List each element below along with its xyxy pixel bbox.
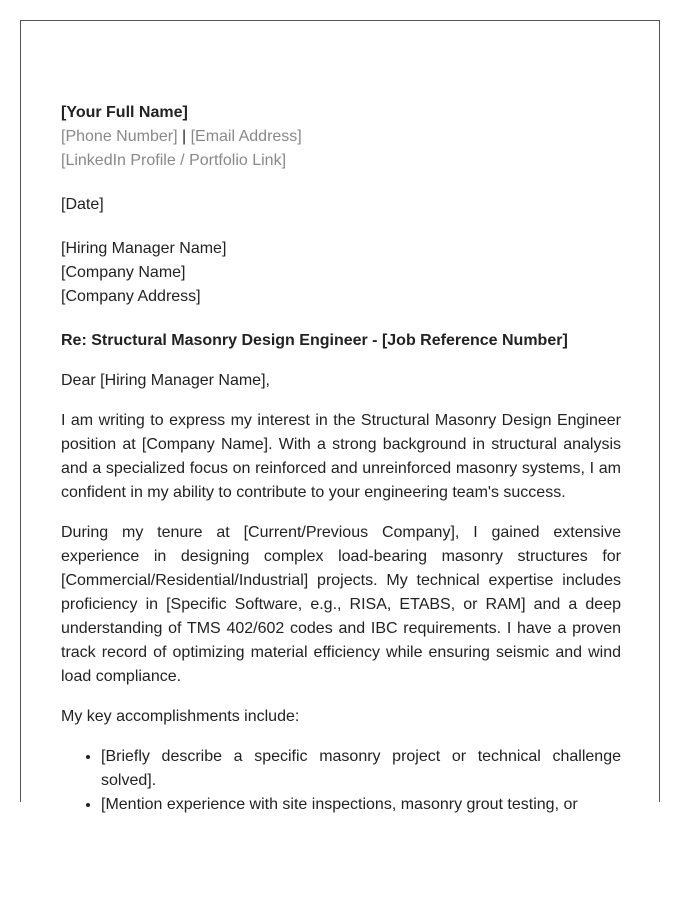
- body-paragraph-2: During my tenure at [Current/Previous Company], I gained extensive experience in designing complex load-bearing masonry structures for [Commercial/Residential/Industrial] projects. My technical expertise includes proficiency in [Specific Software, e.g., RISA, ETABS, or RAM] and a deep understanding of TMS 402/602 codes and IBC requirements. I have a proven track record of optimizing material efficiency while ensuring seismic and wind load compliance.: [61, 524, 621, 685]
- accomplishments-intro: My key accomplishments include:: [61, 708, 300, 725]
- list-item: • [Briefly describe a specific masonry project or technical challenge solved].: [101, 745, 621, 793]
- recipient-company: [Company Name]: [61, 264, 186, 281]
- body-paragraph-1: I am writing to express my interest in the Structural Masonry Design Engineer position at [Company Name]. With a strong background in structural analysis and a specialized focus on reinforced and unreinforced masonry systems, I am confident in my ability to contribute to your engineering team's success.: [61, 412, 621, 501]
- salutation: Dear [Hiring Manager Name],: [61, 372, 270, 389]
- recipient-address: [Company Address]: [61, 288, 201, 305]
- sender-email: [Email Address]: [190, 128, 302, 145]
- list-item: • [Mention experience with site inspections, masonry grout testing, or: [101, 793, 621, 817]
- sender-name: [Your Full Name]: [61, 104, 188, 121]
- recipient-manager: [Hiring Manager Name]: [61, 240, 227, 257]
- sender-links: [LinkedIn Profile / Portfolio Link]: [61, 152, 287, 169]
- letter-page: [20, 20, 660, 813]
- sender-phone: [Phone Number]: [61, 128, 178, 145]
- letter-content: [61, 101, 621, 817]
- letter-subject: Re: Structural Masonry Design Engineer - [Job Reference Number]: [61, 332, 568, 349]
- accomplishments-list: [61, 745, 621, 817]
- letter-date: [Date]: [61, 196, 104, 213]
- sender-contact-line: [61, 125, 621, 149]
- contact-separator: |: [181, 128, 187, 145]
